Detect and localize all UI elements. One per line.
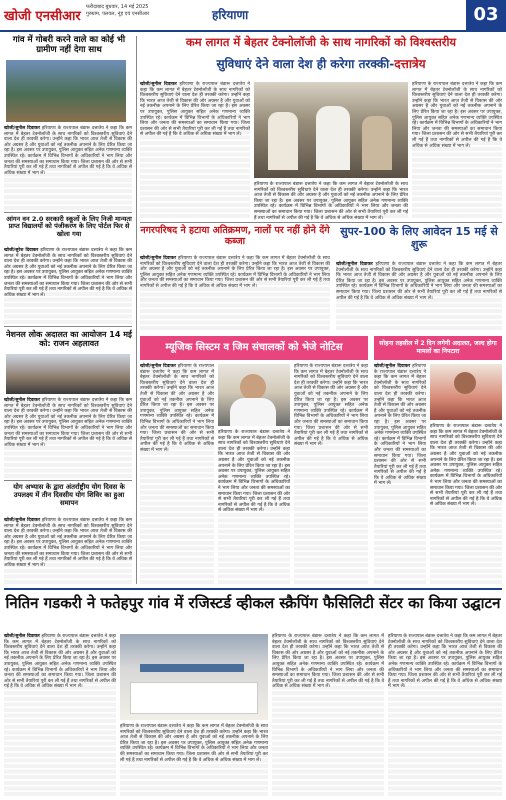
- yoga-body: [4, 518, 132, 584]
- lokadalat2-body-col1: [374, 364, 426, 584]
- recycling-body-col2: [120, 724, 268, 796]
- banner: [140, 664, 244, 672]
- music-text-2: हरियाणा के राज्यपाल बंडारू दत्तात्रेय ने कहा कि कम लागत में बेहतर टेक्नोलॉजी के साथ नागरिकों को विश्वस्तरीय सुविधाएं देने वाला देश ही तरक्की करेगा। उन्होंने कहा कि भारत आज तेजी से विकास की ओर अग्रसर है और युवाओं को नई तकनीक अपनाने के लिए प्रेरित किया जा रहा है। इस अवसर पर उपायुक्त, पुलिस आयुक्त सहित अनेक गणमान्य व्यक्ति उपस्थित रहे। कार्यक्रम में विभिन्न विभागों के अधिकारियों ने भाग लिया और जनता की समस्याओं का समाधान किया गया। जिला प्रशासन की ओर से सभी तैयारियां पूरी कर ली गई हैं तथा नागरिकों से अपील की गई है कि वे अधिक से अधिक संख्या में भाग लें।: [218, 430, 290, 514]
- divider: [4, 588, 502, 590]
- lokadalat-text: हरियाणा के राज्यपाल बंडारू दत्तात्रेय ने कहा कि कम लागत में बेहतर टेक्नोलॉजी के साथ नागरिकों को विश्वस्तरीय सुविधाएं देने वाला देश ही तरक्की करेगा। उन्होंने कहा कि भारत आज तेजी से विकास की ओर अग्रसर है और युवाओं को नई तकनीक अपनाने के लिए प्रेरित किया जा रहा है। इस अवसर पर उपायुक्त, पुलिस आयुक्त सहित अनेक गणमान्य व्यक्ति उपस्थित रहे। कार्यक्रम में विभिन्न विभागों के अधिकारियों ने भाग लिया और जनता की समस्याओं का समाधान किया गया। जिला प्रशासन की ओर से सभी तैयारियां पूरी कर ली गई हैं तथा नागरिकों से अपील की गई है कि वे अधिक से अधिक संख्या में भाग लें।: [4, 398, 132, 448]
- official-photo: [218, 364, 290, 426]
- divider: [4, 326, 132, 327]
- person-figure: [316, 106, 350, 170]
- divider: [4, 480, 132, 481]
- edition-date: फरीदाबाद बुधवार, 14 मई 2025: [86, 4, 149, 10]
- music-text-3: हरियाणा के राज्यपाल बंडारू दत्तात्रेय ने कहा कि कम लागत में बेहतर टेक्नोलॉजी के साथ नागरिकों को विश्वस्तरीय सुविधाएं देने वाला देश ही तरक्की करेगा। उन्होंने कहा कि भारत आज तेजी से विकास की ओर अग्रसर है और युवाओं को नई तकनीक अपनाने के लिए प्रेरित किया जा रहा है। इस अवसर पर उपायुक्त, पुलिस आयुक्त सहित अनेक गणमान्य व्यक्ति उपस्थित रहे। कार्यक्रम में विभिन्न विभागों के अधिकारियों ने भाग लिया और जनता की समस्याओं का समाधान किया गया। जिला प्रशासन की ओर से सभी तैयारियां पूरी कर ली गई हैं तथा नागरिकों से अपील की गई है कि वे अधिक से अधिक संख्या में भाग लें।: [294, 364, 368, 448]
- village-text: हरियाणा के राज्यपाल बंडारू दत्तात्रेय ने कहा कि कम लागत में बेहतर टेक्नोलॉजी के साथ नागरिकों को विश्वस्तरीय सुविधाएं देने वाला देश ही तरक्की करेगा। उन्होंने कहा कि भारत आज तेजी से विकास की ओर अग्रसर है और युवाओं को नई तकनीक अपनाने के लिए प्रेरित किया जा रहा है। इस अवसर पर उपायुक्त, पुलिस आयुक्त सहित अनेक गणमान्य व्यक्ति उपस्थित रहे। कार्यक्रम में विभिन्न विभागों के अधिकारियों ने भाग लिया और जनता की समस्याओं का समाधान किया गया। जिला प्रशासन की ओर से सभी तैयारियां पूरी कर ली गई हैं तथा नागरिकों से अपील की गई है कि वे अधिक से अधिक संख्या में भाग लें।: [4, 126, 132, 176]
- lokadalat-photo: [6, 354, 130, 394]
- main-body-col2: [254, 182, 408, 221]
- stage: [130, 682, 258, 714]
- recycling-headline: नितिन गडकरी ने फतेहपुर गांव में रजिस्टर्ड व्हीकल स्क्रैपिंग फैसिलिटी सेंटर का किया उद्घाटन: [5, 594, 501, 612]
- person-figure: [362, 116, 392, 170]
- village-body: [4, 126, 132, 210]
- lokadalat2-headline: सोहना तहसील में 2 दिन लगेगी अदालत, जल्द होगा मामलों का निपटारा: [374, 336, 502, 360]
- recycling-body-col1: [4, 634, 116, 796]
- recycling-text-3: हरियाणा के राज्यपाल बंडारू दत्तात्रेय ने कहा कि कम लागत में बेहतर टेक्नोलॉजी के साथ नागरिकों को विश्वस्तरीय सुविधाएं देने वाला देश ही तरक्की करेगा। उन्होंने कहा कि भारत आज तेजी से विकास की ओर अग्रसर है और युवाओं को नई तकनीक अपनाने के लिए प्रेरित किया जा रहा है। इस अवसर पर उपायुक्त, पुलिस आयुक्त सहित अनेक गणमान्य व्यक्ति उपस्थित रहे। कार्यक्रम में विभिन्न विभागों के अधिकारियों ने भाग लिया और जनता की समस्याओं का समाधान किया गया। जिला प्रशासन की ओर से सभी तैयारियां पूरी कर ली गई हैं तथा नागरिकों से अपील की गई है कि वे अधिक से अधिक संख्या में भाग लें।: [272, 634, 384, 690]
- main-photo: [254, 82, 408, 178]
- super100-byline: खोजी/सुनील दिवाकर: [336, 262, 373, 267]
- super100-text: हरियाणा के राज्यपाल बंडारू दत्तात्रेय ने कहा कि कम लागत में बेहतर टेक्नोलॉजी के साथ नागरिकों को विश्वस्तरीय सुविधाएं देने वाला देश ही तरक्की करेगा। उन्होंने कहा कि भारत आज तेजी से विकास की ओर अग्रसर है और युवाओं को नई तकनीक अपनाने के लिए प्रेरित किया जा रहा है। इस अवसर पर उपायुक्त, पुलिस आयुक्त सहित अनेक गणमान्य व्यक्ति उपस्थित रहे। कार्यक्रम में विभिन्न विभागों के अधिकारियों ने भाग लिया और जनता की समस्याओं का समाधान किया गया। जिला प्रशासन की ओर से सभी तैयारियां पूरी कर ली गई हैं तथा नागरिकों से अपील की गई है कि वे अधिक से अधिक संख्या में भाग लें।: [336, 262, 502, 301]
- music-notice-headline: म्यूजिक सिस्टम व जिम संचालकों को भेजे नोटिस: [140, 336, 368, 360]
- main-text-1: हरियाणा के राज्यपाल बंडारू दत्तात्रेय ने कहा कि कम लागत में बेहतर टेक्नोलॉजी के साथ नागरिकों को विश्वस्तरीय सुविधाएं देने वाला देश ही तरक्की करेगा। उन्होंने कहा कि भारत आज तेजी से विकास की ओर अग्रसर है और युवाओं को नई तकनीक अपनाने के लिए प्रेरित किया जा रहा है। इस अवसर पर उपायुक्त, पुलिस आयुक्त सहित अनेक गणमान्य व्यक्ति उपस्थित रहे। कार्यक्रम में विभिन्न विभागों के अधिकारियों ने भाग लिया और जनता की समस्याओं का समाधान किया गया। जिला प्रशासन की ओर से सभी तैयारियां पूरी कर ली गई हैं तथा नागरिकों से अपील की गई है कि वे अधिक से अधिक संख्या में भाग लें।: [140, 82, 250, 138]
- main-headline-line2: [140, 58, 502, 72]
- main-headline-line1: कम लागत में बेहतर टेक्नोलॉजी के साथ नागरिकों को विश्वस्तरीय: [185, 35, 457, 49]
- portrait-body: [230, 398, 276, 426]
- divider: [140, 222, 502, 223]
- village-headline: गांव में गोबरी करने वाले का कोई भी ग्रामीण नहीं देगा साथ: [12, 35, 126, 55]
- main-body-col1: [140, 82, 250, 218]
- lokadalat-headline: नेशनल लोक अदालत का आयोजन 14 मई को: राजन अहलावत: [6, 330, 132, 349]
- recycling-text-4: हरियाणा के राज्यपाल बंडारू दत्तात्रेय ने कहा कि कम लागत में बेहतर टेक्नोलॉजी के साथ नागरिकों को विश्वस्तरीय सुविधाएं देने वाला देश ही तरक्की करेगा। उन्होंने कहा कि भारत आज तेजी से विकास की ओर अग्रसर है और युवाओं को नई तकनीक अपनाने के लिए प्रेरित किया जा रहा है। इस अवसर पर उपायुक्त, पुलिस आयुक्त सहित अनेक गणमान्य व्यक्ति उपस्थित रहे। कार्यक्रम में विभिन्न विभागों के अधिकारियों ने भाग लिया और जनता की समस्याओं का समाधान किया गया। जिला प्रशासन की ओर से सभी तैयारियां पूरी कर ली गई हैं तथा नागरिकों से अपील की गई है कि वे अधिक से अधिक संख्या में भाग लें।: [388, 634, 502, 690]
- music-body-col1: [140, 364, 214, 584]
- music-body-col3: [294, 364, 368, 584]
- page-number: 03: [466, 0, 506, 30]
- column-divider: [136, 36, 137, 584]
- encroachment-headline: नगरपरिषद ने हटाया अतिक्रमण, नालों पर नहीं होने देंगे कब्जा: [140, 225, 330, 247]
- lokadalat2-text-1: हरियाणा के राज्यपाल बंडारू दत्तात्रेय ने कहा कि कम लागत में बेहतर टेक्नोलॉजी के साथ नागरिकों को विश्वस्तरीय सुविधाएं देने वाला देश ही तरक्की करेगा। उन्होंने कहा कि भारत आज तेजी से विकास की ओर अग्रसर है और युवाओं को नई तकनीक अपनाने के लिए प्रेरित किया जा रहा है। इस अवसर पर उपायुक्त, पुलिस आयुक्त सहित अनेक गणमान्य व्यक्ति उपस्थित रहे। कार्यक्रम में विभिन्न विभागों के अधिकारियों ने भाग लिया और जनता की समस्याओं का समाधान किया गया। जिला प्रशासन की ओर से सभी तैयारियां पूरी कर ली गई हैं तथा नागरिकों से अपील की गई है कि वे अधिक से अधिक संख्या में भाग लें।: [374, 364, 426, 487]
- encroachment-body: [140, 256, 330, 330]
- portrait-head: [240, 374, 266, 400]
- lokadalat2-photo: [430, 364, 502, 420]
- lokadalat2-text-2: हरियाणा के राज्यपाल बंडारू दत्तात्रेय ने कहा कि कम लागत में बेहतर टेक्नोलॉजी के साथ नागरिकों को विश्वस्तरीय सुविधाएं देने वाला देश ही तरक्की करेगा। उन्होंने कहा कि भारत आज तेजी से विकास की ओर अग्रसर है और युवाओं को नई तकनीक अपनाने के लिए प्रेरित किया जा रहा है। इस अवसर पर उपायुक्त, पुलिस आयुक्त सहित अनेक गणमान्य व्यक्ति उपस्थित रहे। कार्यक्रम में विभिन्न विभागों के अधिकारियों ने भाग लिया और जनता की समस्याओं का समाधान किया गया। जिला प्रशासन की ओर से सभी तैयारियां पूरी कर ली गई हैं तथा नागरिकों से अपील की गई है कि वे अधिक से अधिक संख्या में भाग लें।: [430, 424, 502, 508]
- recycling-byline: खोजी/सुनील दिवाकर: [4, 634, 40, 639]
- recycling-photo: [120, 634, 268, 720]
- village-byline: खोजी/सुनील दिवाकर: [4, 126, 40, 131]
- section-title: हरियाणा: [212, 8, 249, 22]
- encroachment-byline: खोजी/सुनील दिवाकर: [140, 256, 177, 261]
- main-body-col3: [412, 82, 502, 218]
- encroachment-text: हरियाणा के राज्यपाल बंडारू दत्तात्रेय ने कहा कि कम लागत में बेहतर टेक्नोलॉजी के साथ नागरिकों को विश्वस्तरीय सुविधाएं देने वाला देश ही तरक्की करेगा। उन्होंने कहा कि भारत आज तेजी से विकास की ओर अग्रसर है और युवाओं को नई तकनीक अपनाने के लिए प्रेरित किया जा रहा है। इस अवसर पर उपायुक्त, पुलिस आयुक्त सहित अनेक गणमान्य व्यक्ति उपस्थित रहे। कार्यक्रम में विभिन्न विभागों के अधिकारियों ने भाग लिया और जनता की समस्याओं का समाधान किया गया। जिला प्रशासन की ओर से सभी तैयारियां पूरी कर ली गई हैं तथा नागरिकों से अपील की गई है कि वे अधिक से अधिक संख्या में भाग लें।: [140, 256, 330, 289]
- main-byline: खोजी/सुनील दिवाकर: [140, 82, 177, 87]
- recycling-text-2: हरियाणा के राज्यपाल बंडारू दत्तात्रेय ने कहा कि कम लागत में बेहतर टेक्नोलॉजी के साथ नागरिकों को विश्वस्तरीय सुविधाएं देने वाला देश ही तरक्की करेगा। उन्होंने कहा कि भारत आज तेजी से विकास की ओर अग्रसर है और युवाओं को नई तकनीक अपनाने के लिए प्रेरित किया जा रहा है। इस अवसर पर उपायुक्त, पुलिस आयुक्त सहित अनेक गणमान्य व्यक्ति उपस्थित रहे। कार्यक्रम में विभिन्न विभागों के अधिकारियों ने भाग लिया और जनता की समस्याओं का समाधान किया गया। जिला प्रशासन की ओर से सभी तैयारियां पूरी कर ली गई हैं तथा नागरिकों से अपील की गई है कि वे अधिक से अधिक संख्या में भाग लें।: [120, 724, 268, 763]
- lokadalat-byline: खोजी/सुनील दिवाकर: [4, 398, 40, 403]
- yoga-headline: योग अभ्यास के द्वारा अंतर्राष्ट्रीय योग दिवस के उपलक्ष्य में तीन दिवसीय योग शिविर का हुआ समापन: [13, 483, 125, 507]
- yoga-byline: खोजी/सुनील दिवाकर: [4, 518, 40, 523]
- music-byline: खोजी/सुनील दिवाकर: [140, 364, 176, 369]
- lokadalat-body: [4, 398, 132, 478]
- recycling-text-1: हरियाणा के राज्यपाल बंडारू दत्तात्रेय ने कहा कि कम लागत में बेहतर टेक्नोलॉजी के साथ नागरिकों को विश्वस्तरीय सुविधाएं देने वाला देश ही तरक्की करेगा। उन्होंने कहा कि भारत आज तेजी से विकास की ओर अग्रसर है और युवाओं को नई तकनीक अपनाने के लिए प्रेरित किया जा रहा है। इस अवसर पर उपायुक्त, पुलिस आयुक्त सहित अनेक गणमान्य व्यक्ति उपस्थित रहे। कार्यक्रम में विभिन्न विभागों के अधिकारियों ने भाग लिया और जनता की समस्याओं का समाधान किया गया। जिला प्रशासन की ओर से सभी तैयारियां पूरी कर ली गई हैं तथा नागरिकों से अपील की गई है कि वे अधिक से अधिक संख्या में भाग लें।: [4, 634, 116, 690]
- village-photo: [6, 60, 126, 122]
- recycling-body-col3: [272, 634, 384, 796]
- masthead: [0, 0, 506, 32]
- newspaper-name: खोजी एनसीआर: [4, 9, 81, 24]
- edition-region: गुरुग्राम, पलवल, नूंह एवं एनसीआर: [86, 11, 150, 17]
- registration-body: [4, 248, 132, 324]
- main-headline-highlight: दत्तात्रेय: [394, 57, 426, 71]
- lokadalat2-byline: खोजी/सुनील दिवाकर: [374, 364, 411, 369]
- recycling-body-col4: [388, 634, 502, 796]
- lokadalat2-body-col2: [430, 424, 502, 584]
- super100-headline: सुपर-100 के लिए आवेदन 15 मई से शुरू: [340, 225, 498, 251]
- main-headline-part2: सुविधाएं देने वाला देश ही करेगा तरक्की-: [216, 57, 395, 71]
- divider: [4, 212, 132, 213]
- yoga-text: हरियाणा के राज्यपाल बंडारू दत्तात्रेय ने कहा कि कम लागत में बेहतर टेक्नोलॉजी के साथ नागरिकों को विश्वस्तरीय सुविधाएं देने वाला देश ही तरक्की करेगा। उन्होंने कहा कि भारत आज तेजी से विकास की ओर अग्रसर है और युवाओं को नई तकनीक अपनाने के लिए प्रेरित किया जा रहा है। इस अवसर पर उपायुक्त, पुलिस आयुक्त सहित अनेक गणमान्य व्यक्ति उपस्थित रहे। कार्यक्रम में विभिन्न विभागों के अधिकारियों ने भाग लिया और जनता की समस्याओं का समाधान किया गया। जिला प्रशासन की ओर से सभी तैयारियां पूरी कर ली गई हैं तथा नागरिकों से अपील की गई है कि वे अधिक से अधिक संख्या में भाग लें।: [4, 518, 132, 568]
- main-text-2: हरियाणा के राज्यपाल बंडारू दत्तात्रेय ने कहा कि कम लागत में बेहतर टेक्नोलॉजी के साथ नागरिकों को विश्वस्तरीय सुविधाएं देने वाला देश ही तरक्की करेगा। उन्होंने कहा कि भारत आज तेजी से विकास की ओर अग्रसर है और युवाओं को नई तकनीक अपनाने के लिए प्रेरित किया जा रहा है। इस अवसर पर उपायुक्त, पुलिस आयुक्त सहित अनेक गणमान्य व्यक्ति उपस्थित रहे। कार्यक्रम में विभिन्न विभागों के अधिकारियों ने भाग लिया और जनता की समस्याओं का समाधान किया गया। जिला प्रशासन की ओर से सभी तैयारियां पूरी कर ली गई हैं तथा नागरिकों से अपील की गई है कि वे अधिक से अधिक संख्या में भाग लें।: [254, 182, 408, 221]
- registration-text: हरियाणा के राज्यपाल बंडारू दत्तात्रेय ने कहा कि कम लागत में बेहतर टेक्नोलॉजी के साथ नागरिकों को विश्वस्तरीय सुविधाएं देने वाला देश ही तरक्की करेगा। उन्होंने कहा कि भारत आज तेजी से विकास की ओर अग्रसर है और युवाओं को नई तकनीक अपनाने के लिए प्रेरित किया जा रहा है। इस अवसर पर उपायुक्त, पुलिस आयुक्त सहित अनेक गणमान्य व्यक्ति उपस्थित रहे। कार्यक्रम में विभिन्न विभागों के अधिकारियों ने भाग लिया और जनता की समस्याओं का समाधान किया गया। जिला प्रशासन की ओर से सभी तैयारियां पूरी कर ली गई हैं तथा नागरिकों से अपील की गई है कि वे अधिक से अधिक संख्या में भाग लें।: [4, 248, 133, 298]
- super100-body: [336, 262, 502, 330]
- person-figure: [268, 112, 298, 170]
- edition-info: [86, 4, 149, 18]
- registration-headline: आंगन वन 2.0 सरकारी स्कूलों के लिए निजी मान्यता प्राप्त विद्यालयों को पंजीकरण के लिए पोर्टल फिर से खोला गया: [6, 215, 132, 238]
- music-body-col2: [218, 430, 290, 584]
- portrait-head: [454, 372, 476, 394]
- music-text-1: हरियाणा के राज्यपाल बंडारू दत्तात्रेय ने कहा कि कम लागत में बेहतर टेक्नोलॉजी के साथ नागरिकों को विश्वस्तरीय सुविधाएं देने वाला देश ही तरक्की करेगा। उन्होंने कहा कि भारत आज तेजी से विकास की ओर अग्रसर है और युवाओं को नई तकनीक अपनाने के लिए प्रेरित किया जा रहा है। इस अवसर पर उपायुक्त, पुलिस आयुक्त सहित अनेक गणमान्य व्यक्ति उपस्थित रहे। कार्यक्रम में विभिन्न विभागों के अधिकारियों ने भाग लिया और जनता की समस्याओं का समाधान किया गया। जिला प्रशासन की ओर से सभी तैयारियां पूरी कर ली गई हैं तथा नागरिकों से अपील की गई है कि वे अधिक से अधिक संख्या में भाग लें।: [140, 364, 214, 453]
- main-text-3: हरियाणा के राज्यपाल बंडारू दत्तात्रेय ने कहा कि कम लागत में बेहतर टेक्नोलॉजी के साथ नागरिकों को विश्वस्तरीय सुविधाएं देने वाला देश ही तरक्की करेगा। उन्होंने कहा कि भारत आज तेजी से विकास की ओर अग्रसर है और युवाओं को नई तकनीक अपनाने के लिए प्रेरित किया जा रहा है। इस अवसर पर उपायुक्त, पुलिस आयुक्त सहित अनेक गणमान्य व्यक्ति उपस्थित रहे। कार्यक्रम में विभिन्न विभागों के अधिकारियों ने भाग लिया और जनता की समस्याओं का समाधान किया गया। जिला प्रशासन की ओर से सभी तैयारियां पूरी कर ली गई हैं तथा नागरिकों से अपील की गई है कि वे अधिक से अधिक संख्या में भाग लें।: [412, 82, 502, 149]
- registration-byline: खोजी/सुरेश दिवाकर: [4, 248, 39, 253]
